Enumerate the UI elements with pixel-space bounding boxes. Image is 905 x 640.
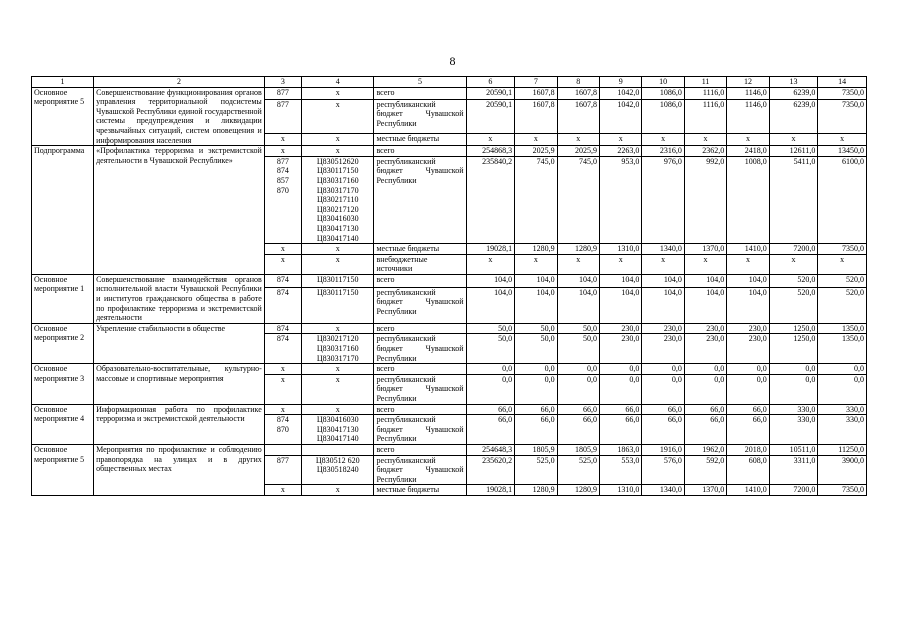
amount-cell: 1042,0 (600, 99, 642, 133)
amount-cell: 1916,0 (642, 444, 684, 455)
amount-cell: 592,0 (684, 455, 726, 485)
amount-cell: x (684, 133, 726, 145)
amount-cell: 1086,0 (642, 99, 684, 133)
amount-cell: 104,0 (466, 274, 515, 287)
column-header-6: 6 (466, 77, 515, 88)
funding-source-cell: республиканский бюджет Чувашской Республики (374, 156, 466, 243)
amount-cell: 0,0 (557, 374, 599, 404)
amount-cell: 66,0 (600, 404, 642, 415)
budget-code-cell: x (302, 323, 374, 334)
table-row (32, 323, 867, 334)
amount-cell: 330,0 (818, 415, 867, 445)
budget-code-cell: x (302, 364, 374, 375)
executor-code-cell: 877 (264, 455, 301, 485)
amount-cell: x (818, 254, 867, 274)
amount-cell: 104,0 (727, 274, 769, 287)
amount-cell: 0,0 (684, 364, 726, 375)
budget-code-cell: Ц830117150 (302, 287, 374, 323)
measure-name-cell: Основное мероприятие 5 (32, 87, 94, 146)
amount-cell: 20590,1 (466, 87, 515, 99)
measure-name-cell: Основное мероприятие 1 (32, 274, 94, 323)
budget-code-cell: x (302, 374, 374, 404)
amount-cell: 6239,0 (769, 87, 818, 99)
table-row (32, 274, 867, 287)
amount-cell: 50,0 (557, 334, 599, 364)
amount-cell: 50,0 (557, 323, 599, 334)
amount-cell: 2025,9 (557, 146, 599, 157)
table-row (32, 146, 867, 157)
amount-cell: 0,0 (600, 364, 642, 375)
amount-cell: x (466, 254, 515, 274)
amount-cell: 50,0 (515, 334, 557, 364)
column-header-14: 14 (818, 77, 867, 88)
amount-cell: 104,0 (600, 274, 642, 287)
amount-cell: x (727, 133, 769, 145)
amount-cell: 235620,2 (466, 455, 515, 485)
budget-code-cell: x (302, 133, 374, 145)
amount-cell: 330,0 (769, 404, 818, 415)
executor-code-cell: 874 870 (264, 415, 301, 445)
amount-cell: 745,0 (515, 156, 557, 243)
amount-cell: 1350,0 (818, 334, 867, 364)
measure-name-cell: Основное мероприятие 3 (32, 364, 94, 404)
measure-name-cell: Подпрограмма (32, 146, 94, 275)
column-header-12: 12 (727, 77, 769, 88)
amount-cell: 66,0 (727, 415, 769, 445)
amount-cell: x (466, 133, 515, 145)
amount-cell: 19028,1 (466, 485, 515, 496)
amount-cell: 104,0 (515, 274, 557, 287)
budget-code-cell: x (302, 485, 374, 496)
column-header-9: 9 (600, 77, 642, 88)
amount-cell: 104,0 (515, 287, 557, 323)
amount-cell: 1805,9 (557, 444, 599, 455)
amount-cell: 12611,0 (769, 146, 818, 157)
measure-name-cell: Основное мероприятие 2 (32, 323, 94, 363)
amount-cell: 254648,3 (466, 444, 515, 455)
amount-cell: 2025,9 (515, 146, 557, 157)
amount-cell: 0,0 (557, 364, 599, 375)
amount-cell: 66,0 (600, 415, 642, 445)
amount-cell: 1607,8 (557, 87, 599, 99)
amount-cell: 520,0 (769, 274, 818, 287)
amount-cell: 104,0 (642, 287, 684, 323)
executor-code-cell: x (264, 146, 301, 157)
funding-source-cell: всего (374, 323, 466, 334)
amount-cell: 3311,0 (769, 455, 818, 485)
amount-cell: 104,0 (642, 274, 684, 287)
amount-cell: 66,0 (557, 404, 599, 415)
executor-code-cell (264, 444, 301, 455)
executor-code-cell: 874 (264, 323, 301, 334)
amount-cell: 66,0 (515, 404, 557, 415)
amount-cell: 1086,0 (642, 87, 684, 99)
executor-code-cell: x (264, 364, 301, 375)
amount-cell: x (642, 254, 684, 274)
amount-cell: 1310,0 (600, 244, 642, 255)
budget-code-cell: Ц830512620 Ц830117150 Ц830317160 Ц830317170 Ц830217110 Ц830217120 Ц830416030 Ц830417130 Ц830417140 (302, 156, 374, 243)
amount-cell: 1042,0 (600, 87, 642, 99)
column-header-4: 4 (302, 77, 374, 88)
amount-cell: 576,0 (642, 455, 684, 485)
amount-cell: 230,0 (600, 323, 642, 334)
funding-source-cell: республиканский бюджет Чувашской Республики (374, 415, 466, 445)
amount-cell: 104,0 (557, 274, 599, 287)
amount-cell: 1310,0 (600, 485, 642, 496)
amount-cell: x (515, 133, 557, 145)
amount-cell: 1340,0 (642, 485, 684, 496)
amount-cell: 7200,0 (769, 244, 818, 255)
amount-cell: 976,0 (642, 156, 684, 243)
column-header-5: 5 (374, 77, 466, 88)
amount-cell: 66,0 (684, 415, 726, 445)
amount-cell: 525,0 (515, 455, 557, 485)
executor-code-cell: 877 874 857 870 (264, 156, 301, 243)
funding-source-cell: всего (374, 364, 466, 375)
amount-cell: 66,0 (466, 415, 515, 445)
funding-source-cell: всего (374, 87, 466, 99)
budget-code-cell: Ц830416030 Ц830417130 Ц830417140 (302, 415, 374, 445)
amount-cell: 254868,3 (466, 146, 515, 157)
budget-code-cell: x (302, 87, 374, 99)
amount-cell: 104,0 (727, 287, 769, 323)
amount-cell: 1280,9 (557, 244, 599, 255)
column-header-13: 13 (769, 77, 818, 88)
amount-cell: 0,0 (727, 374, 769, 404)
measure-title-cell: «Профилактика терроризма и экстремистской деятельности в Чувашской Республике» (94, 146, 265, 275)
amount-cell: 0,0 (515, 374, 557, 404)
amount-cell: 104,0 (684, 274, 726, 287)
executor-code-cell: 874 (264, 287, 301, 323)
executor-code-cell: x (264, 374, 301, 404)
funding-source-cell: всего (374, 146, 466, 157)
executor-code-cell: 877 (264, 87, 301, 99)
table-row (32, 364, 867, 375)
amount-cell: 104,0 (557, 287, 599, 323)
column-header-7: 7 (515, 77, 557, 88)
measure-title-cell: Совершенствование функционирования органов управления территориальной подсистемы Чувашской Республики единой государственной системы предупреждения и ликвидации чрезвычайных ситуаций, систем оповещения и информирования населения (94, 87, 265, 146)
measure-title-cell: Информационная работа по профилактике терроризма и экстремистской деятельности (94, 404, 265, 444)
budget-code-cell: x (302, 146, 374, 157)
column-header-1: 1 (32, 77, 94, 88)
amount-cell: 0,0 (466, 364, 515, 375)
amount-cell: 7350,0 (818, 485, 867, 496)
amount-cell: x (818, 133, 867, 145)
amount-cell: 520,0 (818, 287, 867, 323)
amount-cell: x (600, 133, 642, 145)
amount-cell: 1280,9 (557, 485, 599, 496)
amount-cell: 1146,0 (727, 87, 769, 99)
amount-cell: 20590,1 (466, 99, 515, 133)
amount-cell: 1370,0 (684, 244, 726, 255)
budget-code-cell (302, 444, 374, 455)
amount-cell: 1607,8 (515, 87, 557, 99)
amount-cell: 19028,1 (466, 244, 515, 255)
table-body (32, 87, 867, 495)
amount-cell: 66,0 (515, 415, 557, 445)
executor-code-cell: x (264, 133, 301, 145)
amount-cell: 7350,0 (818, 244, 867, 255)
amount-cell: 0,0 (818, 374, 867, 404)
table-row (32, 404, 867, 415)
funding-source-cell: местные бюджеты (374, 244, 466, 255)
budget-code-cell: x (302, 244, 374, 255)
amount-cell: 230,0 (684, 334, 726, 364)
amount-cell: 1863,0 (600, 444, 642, 455)
amount-cell: 330,0 (818, 404, 867, 415)
amount-cell: 1250,0 (769, 323, 818, 334)
amount-cell: 50,0 (466, 323, 515, 334)
amount-cell: 13450,0 (818, 146, 867, 157)
funding-source-cell: республиканский бюджет Чувашской Республики (374, 334, 466, 364)
amount-cell: 0,0 (600, 374, 642, 404)
amount-cell: 1280,9 (515, 485, 557, 496)
amount-cell: 992,0 (684, 156, 726, 243)
amount-cell: 7200,0 (769, 485, 818, 496)
amount-cell: 66,0 (642, 404, 684, 415)
amount-cell: 1340,0 (642, 244, 684, 255)
budget-table (31, 76, 867, 496)
amount-cell: x (515, 254, 557, 274)
amount-cell: 953,0 (600, 156, 642, 243)
table-row (32, 444, 867, 455)
amount-cell: 520,0 (818, 274, 867, 287)
column-header-8: 8 (557, 77, 599, 88)
amount-cell: 330,0 (769, 415, 818, 445)
executor-code-cell: 874 (264, 274, 301, 287)
funding-source-cell: местные бюджеты (374, 485, 466, 496)
amount-cell: 50,0 (466, 334, 515, 364)
amount-cell: x (557, 254, 599, 274)
amount-cell: 66,0 (642, 415, 684, 445)
amount-cell: 2316,0 (642, 146, 684, 157)
amount-cell: x (769, 133, 818, 145)
measure-title-cell: Образовательно-воспитательные, культурно-массовые и спортивные мероприятия (94, 364, 265, 404)
funding-source-cell: всего (374, 444, 466, 455)
amount-cell: 0,0 (684, 374, 726, 404)
amount-cell: 0,0 (642, 374, 684, 404)
column-header-10: 10 (642, 77, 684, 88)
amount-cell: 6100,0 (818, 156, 867, 243)
amount-cell: 11250,0 (818, 444, 867, 455)
amount-cell: x (769, 254, 818, 274)
amount-cell: 745,0 (557, 156, 599, 243)
amount-cell: x (557, 133, 599, 145)
amount-cell: 1280,9 (515, 244, 557, 255)
page-number: 8 (449, 54, 456, 68)
amount-cell: 66,0 (727, 404, 769, 415)
amount-cell: 525,0 (557, 455, 599, 485)
amount-cell: x (727, 254, 769, 274)
executor-code-cell: x (264, 244, 301, 255)
budget-code-cell: Ц830512 620 Ц830518240 (302, 455, 374, 485)
amount-cell: 230,0 (727, 334, 769, 364)
amount-cell: 0,0 (727, 364, 769, 375)
amount-cell: 1410,0 (727, 485, 769, 496)
amount-cell: 553,0 (600, 455, 642, 485)
funding-source-cell: республиканский бюджет Чувашской Республики (374, 99, 466, 133)
amount-cell: 1805,9 (515, 444, 557, 455)
funding-source-cell: внебюджетные источники (374, 254, 466, 274)
executor-code-cell: x (264, 254, 301, 274)
amount-cell: x (600, 254, 642, 274)
amount-cell: 230,0 (600, 334, 642, 364)
amount-cell: 0,0 (818, 364, 867, 375)
executor-code-cell: 877 (264, 99, 301, 133)
funding-source-cell: всего (374, 404, 466, 415)
amount-cell: 66,0 (684, 404, 726, 415)
executor-code-cell: x (264, 404, 301, 415)
budget-code-cell: Ц830117150 (302, 274, 374, 287)
amount-cell: 104,0 (684, 287, 726, 323)
table-row (32, 87, 867, 99)
amount-cell: 230,0 (684, 323, 726, 334)
header-row (32, 77, 867, 88)
measure-title-cell: Совершенствование взаимодействия органов исполнительной власти Чувашской Республики и институтов гражданского общества в работе по профилактике терроризма и экстремистской деятельности (94, 274, 265, 323)
amount-cell: 1146,0 (727, 99, 769, 133)
amount-cell: 1607,8 (557, 99, 599, 133)
measure-title-cell: Мероприятия по профилактике и соблюдению правопорядка на улицах и в других общественных местах (94, 444, 265, 495)
amount-cell: 2263,0 (600, 146, 642, 157)
funding-source-cell: республиканский бюджет Чувашской Республики (374, 287, 466, 323)
amount-cell: 608,0 (727, 455, 769, 485)
budget-code-cell: x (302, 99, 374, 133)
funding-source-cell: республиканский бюджет Чувашской Республики (374, 455, 466, 485)
amount-cell: 6239,0 (769, 99, 818, 133)
amount-cell: 1116,0 (684, 99, 726, 133)
budget-code-cell: x (302, 254, 374, 274)
amount-cell: 1962,0 (684, 444, 726, 455)
executor-code-cell: x (264, 485, 301, 496)
amount-cell: 1250,0 (769, 334, 818, 364)
amount-cell: 1116,0 (684, 87, 726, 99)
column-header-3: 3 (264, 77, 301, 88)
measure-name-cell: Основное мероприятие 5 (32, 444, 94, 495)
funding-source-cell: республиканский бюджет Чувашской Республики (374, 374, 466, 404)
amount-cell: 2418,0 (727, 146, 769, 157)
amount-cell: 1370,0 (684, 485, 726, 496)
amount-cell: 104,0 (600, 287, 642, 323)
column-header-11: 11 (684, 77, 726, 88)
amount-cell: 7350,0 (818, 87, 867, 99)
amount-cell: 230,0 (642, 334, 684, 364)
budget-code-cell: Ц830217120 Ц830317160 Ц830317170 (302, 334, 374, 364)
amount-cell: 66,0 (557, 415, 599, 445)
measure-name-cell: Основное мероприятие 4 (32, 404, 94, 444)
amount-cell: 230,0 (727, 323, 769, 334)
amount-cell: 0,0 (642, 364, 684, 375)
executor-code-cell: 874 (264, 334, 301, 364)
amount-cell: x (642, 133, 684, 145)
amount-cell: 520,0 (769, 287, 818, 323)
funding-source-cell: всего (374, 274, 466, 287)
amount-cell: 0,0 (466, 374, 515, 404)
amount-cell: 2362,0 (684, 146, 726, 157)
amount-cell: x (684, 254, 726, 274)
amount-cell: 66,0 (466, 404, 515, 415)
amount-cell: 1008,0 (727, 156, 769, 243)
measure-title-cell: Укрепление стабильности в обществе (94, 323, 265, 363)
budget-code-cell: x (302, 404, 374, 415)
amount-cell: 1607,8 (515, 99, 557, 133)
amount-cell: 3900,0 (818, 455, 867, 485)
amount-cell: 50,0 (515, 323, 557, 334)
amount-cell: 0,0 (769, 374, 818, 404)
amount-cell: 1410,0 (727, 244, 769, 255)
funding-source-cell: местные бюджеты (374, 133, 466, 145)
amount-cell: 104,0 (466, 287, 515, 323)
amount-cell: 5411,0 (769, 156, 818, 243)
amount-cell: 230,0 (642, 323, 684, 334)
column-header-2: 2 (94, 77, 265, 88)
amount-cell: 0,0 (515, 364, 557, 375)
amount-cell: 1350,0 (818, 323, 867, 334)
amount-cell: 2018,0 (727, 444, 769, 455)
amount-cell: 10511,0 (769, 444, 818, 455)
amount-cell: 7350,0 (818, 99, 867, 133)
amount-cell: 235840,2 (466, 156, 515, 243)
amount-cell: 0,0 (769, 364, 818, 375)
